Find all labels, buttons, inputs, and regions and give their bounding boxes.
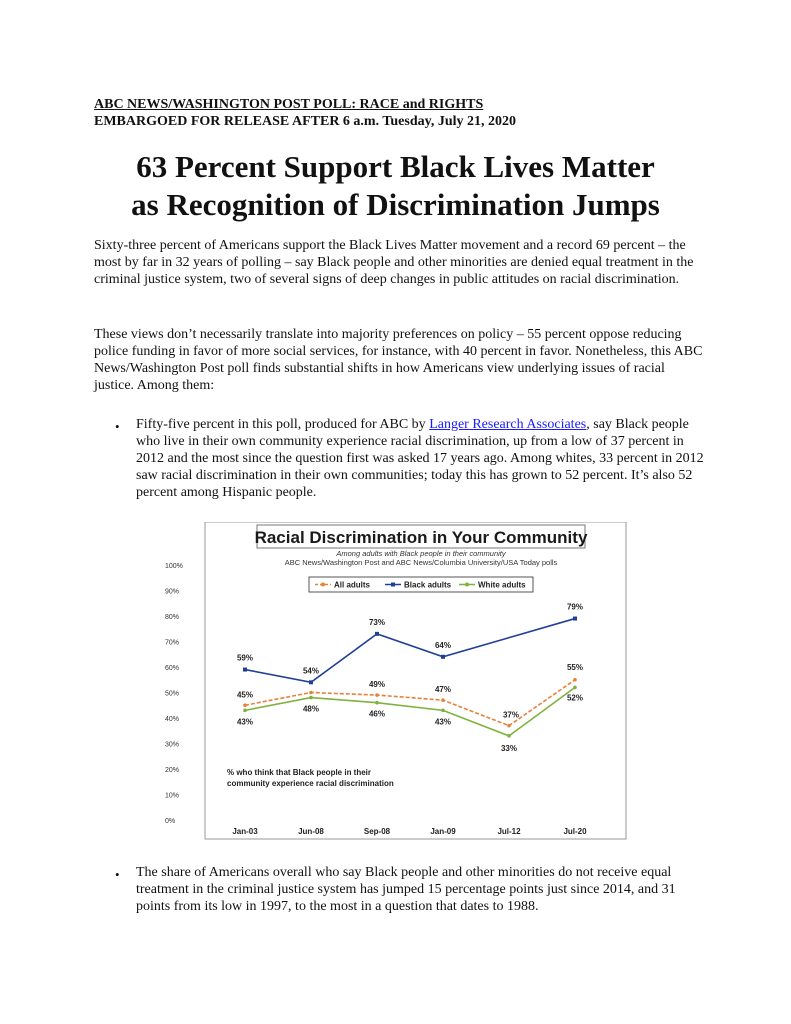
data-point bbox=[375, 693, 379, 697]
x-tick-label: Jul-12 bbox=[497, 827, 521, 836]
data-label: 52% bbox=[566, 693, 584, 703]
data-label: 43% bbox=[434, 717, 452, 727]
data-label: 79% bbox=[566, 602, 584, 612]
data-label: 54% bbox=[302, 666, 320, 676]
chart-title: Racial Discrimination in Your Community bbox=[254, 528, 588, 547]
data-label: 64% bbox=[434, 640, 452, 650]
data-point bbox=[573, 686, 577, 690]
data-label: 33% bbox=[500, 743, 518, 753]
chart-legend bbox=[315, 581, 526, 590]
chart-frame bbox=[205, 522, 626, 839]
poll-header: ABC NEWS/WASHINGTON POST POLL: RACE and RIGHTS bbox=[94, 97, 484, 112]
data-point bbox=[375, 632, 379, 636]
chart-note-line-1: % who think that Black people in their bbox=[227, 768, 372, 777]
bullet-justice-text: The share of Americans overall who say Black people and other minorities do not receive equal treatment in the criminal justice system has jumped 15 percentage points just since 2014, and 31 points from its low in 1997, to the most in a question that dates to 1988. bbox=[136, 865, 676, 914]
bullet-marker: • bbox=[115, 419, 120, 434]
y-tick-label: 0% bbox=[165, 818, 176, 825]
data-point bbox=[441, 655, 445, 659]
data-point bbox=[507, 734, 511, 738]
bullet-text-end: , say Black people who live in their own community experience racial discrimination, up from a low of 37 percent in 2012 and the most since the question first was asked 17 years ago. Among whites, 33 percent in 2012 saw racial discrimination in their own communities; today this has grown to 52 percent. It’s also 52 percent among Hispanic people. bbox=[136, 417, 704, 500]
y-tick-label: 60% bbox=[165, 665, 180, 672]
y-tick-label: 90% bbox=[165, 588, 180, 596]
chart-subtitle: Among adults with Black people in their community bbox=[336, 549, 506, 558]
data-label: 45% bbox=[236, 690, 254, 700]
data-point bbox=[573, 678, 577, 682]
data-point bbox=[507, 724, 511, 728]
data-point bbox=[441, 698, 445, 702]
y-tick-label: 100% bbox=[165, 563, 183, 570]
data-point bbox=[573, 617, 577, 621]
data-label: 49% bbox=[368, 680, 386, 690]
legend-marker bbox=[465, 583, 469, 587]
data-label: 48% bbox=[302, 704, 320, 714]
bullet-discrimination-text bbox=[136, 416, 706, 501]
bullet-marker: • bbox=[115, 867, 120, 882]
chart-source: ABC News/Washington Post and ABC News/Columbia University/USA Today polls bbox=[284, 558, 558, 567]
chart-note-line-2: community experience racial discrimination bbox=[227, 779, 394, 788]
bullet-text-start: Fifty-five percent in this poll, produced for ABC by bbox=[136, 417, 430, 432]
data-label: 73% bbox=[368, 617, 386, 627]
data-label: 55% bbox=[566, 662, 584, 672]
y-tick-label: 10% bbox=[165, 792, 180, 800]
data-label: 47% bbox=[434, 685, 452, 695]
y-tick-label: 40% bbox=[165, 716, 180, 723]
policy-paragraph: These views don’t necessarily translate into majority preferences on policy – 55 percent oppose reducing police funding in favor of more social services, for instance, with 40 percent in favor. Nonetheless, this ABC News/Washington Post poll finds substantial shifts in how Americans view underlying issues of racial justice. Among them: bbox=[94, 327, 703, 393]
x-tick-label: Jan-03 bbox=[232, 827, 258, 836]
data-point bbox=[375, 701, 379, 705]
x-tick-label: Jun-08 bbox=[298, 827, 324, 836]
legend-label: White adults bbox=[478, 580, 526, 590]
legend-marker bbox=[321, 583, 325, 587]
embargo-line: EMBARGOED FOR RELEASE AFTER 6 a.m. Tuesday, July 21, 2020 bbox=[94, 114, 517, 129]
y-tick-label: 70% bbox=[165, 639, 180, 647]
y-tick-label: 80% bbox=[165, 614, 180, 621]
x-tick-label: Jul-20 bbox=[563, 827, 587, 836]
legend-marker bbox=[391, 583, 395, 587]
x-tick-label: Jan-09 bbox=[430, 827, 456, 836]
data-point bbox=[309, 696, 313, 700]
intro-paragraph: Sixty-three percent of Americans support the Black Lives Matter movement and a record 69 percent – the most by far in 32 years of polling – say Black people and other minorities are denied equal treatment in the criminal justice system, two of several signs of deep changes in public attitudes on racial discrimination. bbox=[94, 238, 694, 287]
y-tick-label: 30% bbox=[165, 741, 180, 749]
headline-line-2: as Recognition of Discrimination Jumps bbox=[131, 187, 660, 222]
data-label: 43% bbox=[236, 717, 254, 727]
x-tick-label: Sep-08 bbox=[363, 827, 391, 836]
data-point bbox=[309, 691, 313, 695]
data-point bbox=[441, 709, 445, 713]
data-label: 46% bbox=[368, 709, 386, 719]
discrimination-line-chart bbox=[165, 522, 627, 840]
data-label: 37% bbox=[502, 710, 520, 720]
legend-label: Black adults bbox=[404, 580, 452, 590]
data-label: 59% bbox=[236, 653, 254, 663]
data-point bbox=[243, 709, 247, 713]
headline-line-1: 63 Percent Support Black Lives Matter bbox=[136, 149, 655, 184]
data-point bbox=[243, 668, 247, 672]
data-point bbox=[309, 680, 313, 684]
y-tick-label: 20% bbox=[165, 767, 180, 774]
langer-research-link[interactable]: Langer Research Associates bbox=[429, 417, 587, 432]
y-axis bbox=[165, 563, 183, 825]
y-tick-label: 50% bbox=[165, 690, 180, 698]
legend-label: All adults bbox=[334, 580, 371, 590]
data-point bbox=[243, 703, 247, 707]
